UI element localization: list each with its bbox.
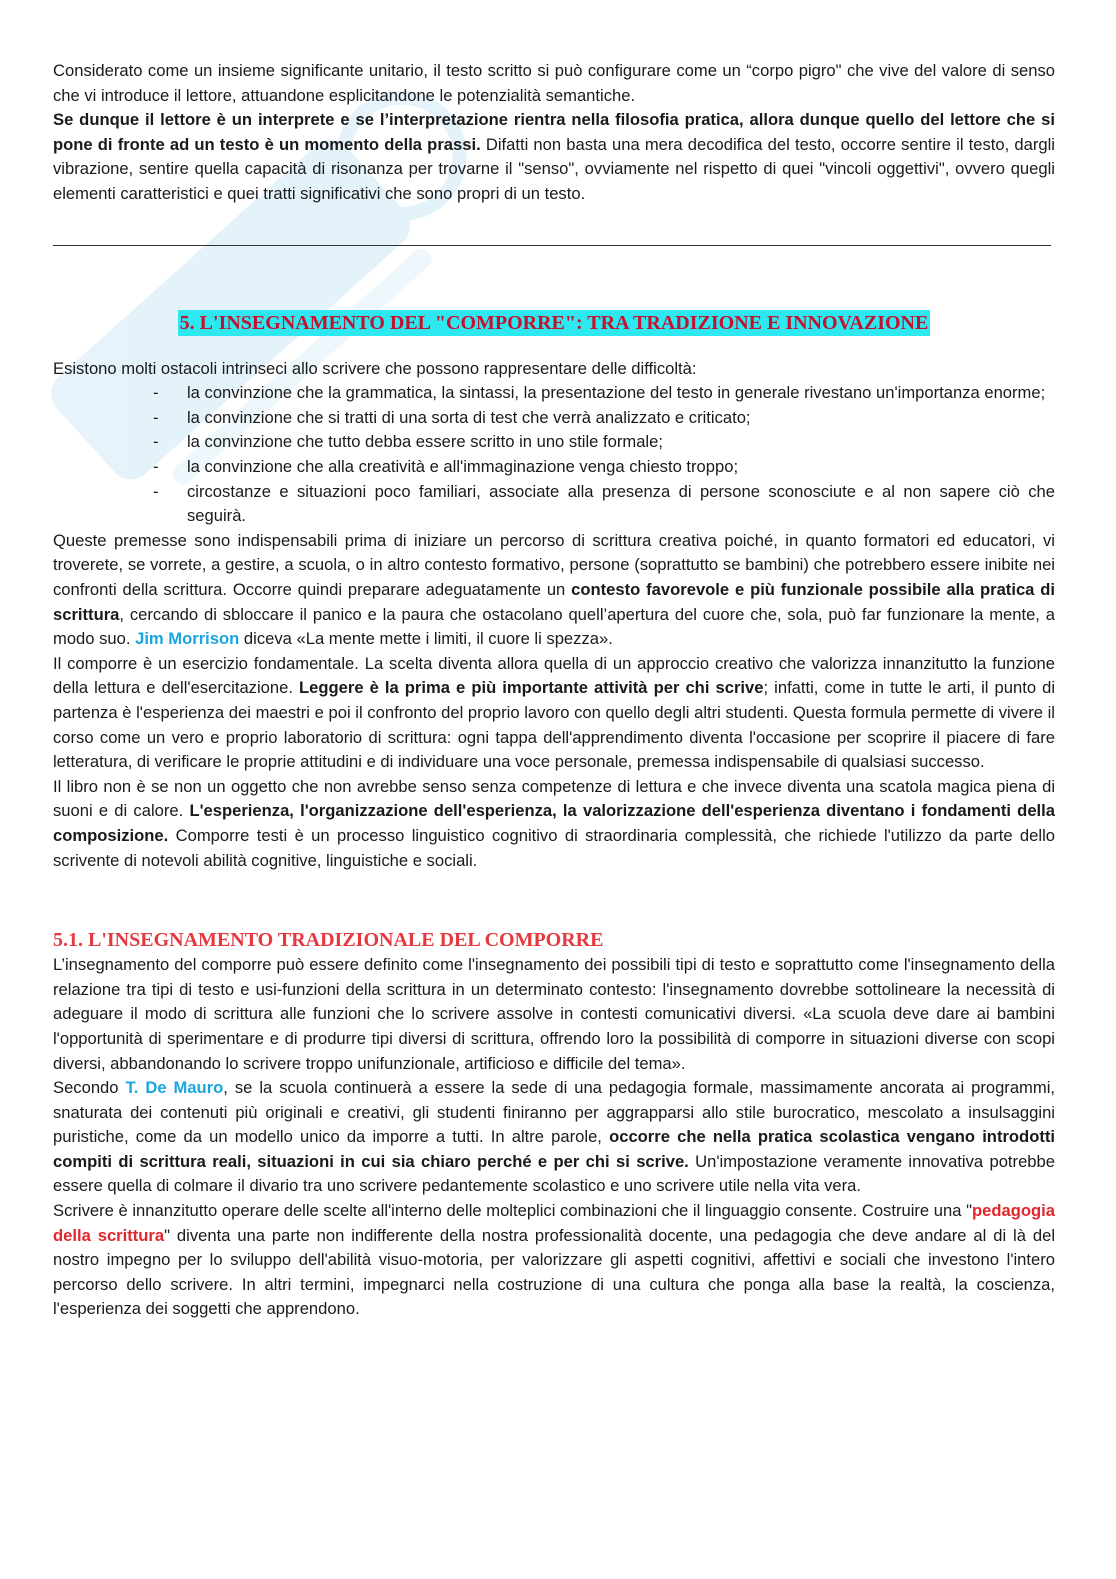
section-5-1-paragraph-2	[53, 1076, 1055, 1199]
section-5-1-paragraph-3	[53, 1199, 1055, 1322]
paragraph-text: Un'impostazione veramente innovativa potrebbe essere quella di colmare il divario tra uno scrivere pedantemente scolastico e uno scrivere utile nella vita vera.	[53, 1151, 1055, 1196]
section-5-heading: 5. L'INSEGNAMENTO DEL "COMPORRE": TRA TRADIZIONE E INNOVAZIONE	[179, 312, 929, 335]
bold-phrase: contesto favorevole e più funzionale possibile alla pratica di scrittura	[53, 580, 1055, 624]
list-item	[153, 455, 1055, 480]
intro-paragraph-1: Considerato come un insieme significante unitario, il testo scritto si può configurare come un “corpo pigro" che vive del valore di senso che vi introduce il lettore, attuandone esplicitandone le potenzialità semantiche.	[53, 61, 1055, 105]
author-name-jim-morrison: Jim Morrison	[135, 629, 240, 649]
author-name-de-mauro: T. De Mauro	[125, 1078, 224, 1098]
list-item-text: la convinzione che si tratti di una sorta di test che verrà analizzato e criticato;	[187, 407, 751, 427]
bold-phrase: Leggere è la prima e più importante attività per chi scrive	[299, 678, 764, 698]
horizontal-divider	[53, 245, 1051, 247]
intro-paragraph-2-text: Difatti non basta una mera decodifica del testo, occorre sentire il testo, dargli vibrazione, sentire quella capacità di risonanza per trovarne il "senso", ovviamente nel rispetto di quei "vincoli oggettivi", ovvero quegli elementi caratteristici e quei tratti significativi che sono propri di un testo.	[53, 134, 1055, 203]
paragraph-text: Comporre testi è un processo linguistico cognitivo di straordinaria complessità, che richiede l'utilizzo da parte dello scrivente di notevoli abilità cognitive, linguistiche e sociali.	[53, 825, 1055, 870]
section-5-heading-wrapper	[53, 310, 1055, 337]
section-5-paragraph-3	[53, 775, 1055, 873]
bullet-dash: -	[153, 457, 159, 477]
list-item-text: la convinzione che alla creatività e all'immaginazione venga chiesto troppo;	[187, 457, 739, 477]
paragraph-text: Il comporre è un esercizio fondamentale. La scelta diventa allora quella di un approccio creativo che valorizza innanzitutto la funzione della lettura e dell'esercitazione.	[53, 653, 1055, 698]
section-5-1-paragraph-1: L’insegnamento del comporre può essere definito come l'insegnamento dei possibili tipi di testo e soprattutto come l'insegnamento della relazione tra tipi di testo e usi-funzioni della scrittura in un determinato contesto: l'insegnamento dovrebbe sottolineare la necessità di adeguare il modo di scrittura alle funzioni che lo scrivere assolve in contesti comunicativi diversi. «La scuola deve dare ai bambini l'opportunità di sperimentare e di produrre tipi diversi di scrittura, offrendo loro la possibilità di comporre in situazioni diverse con scopi diversi, abbandonando lo scrivere troppo unifunzionale, artificioso e difficile del tema».	[53, 955, 1055, 1073]
bullet-dash: -	[153, 432, 159, 452]
bold-phrase: L'esperienza, l'organizzazione dell'esperienza, la valorizzazione dell'esperienza diventano i fondamenti della composizione.	[53, 801, 1055, 845]
section-5-intro: Esistono molti ostacoli intrinseci allo scrivere che possono rappresentare delle difficoltà:	[53, 358, 697, 378]
list-item-text: circostanze e situazioni poco familiari, associate alla presenza di persone sconosciute e al non sapere ciò che seguirà.	[187, 481, 1055, 526]
list-item	[153, 480, 1055, 529]
paragraph-text: Il libro non è se non un oggetto che non avrebbe senso senza competenze di lettura e che invece diventa una scatola magica piena di suoni e di calore.	[53, 776, 1055, 821]
page-content	[53, 59, 1055, 1322]
intro-bold-statement: Se dunque il lettore è un interprete e se l’interpretazione rientra nella filosofia pratica, allora dunque quello del lettore che si pone di fronte ad un testo è un momento della prassi.	[53, 110, 1055, 154]
paragraph-text: diceva «La mente mette i limiti, il cuore li spezza».	[239, 629, 613, 649]
intro-paragraph-2	[53, 108, 1055, 206]
paragraph-text: " diventa una parte non indifferente della nostra professionalità docente, una pedagogia che deve andare al di là del nostro impegno per lo sviluppo dell'abilità visuo-motoria, per valorizzare gli aspetti cognitivi, affettivi e sociali che investono l'intero percorso dello scrivere. In altri termini, impegnarci nella costruzione di una cultura che ponga alla base la realtà, la coscienza, l'esperienza dei soggetti che apprendono.	[53, 1225, 1056, 1319]
section-5-paragraph-1	[53, 529, 1055, 652]
highlight-pedagogia-della-scrittura: pedagogia della scrittura	[53, 1201, 1055, 1245]
bold-phrase: occorre che nella pratica scolastica vengano introdotti compiti di scrittura reali, situazioni in cui sia chiaro perché e per chi si scrive.	[53, 1127, 1055, 1171]
paragraph-text: , se la scuola continuerà a essere la sede di una pedagogia formale, massimamente ancorata ai programmi, snaturata dei contenuti più originali e creativi, gli studenti finiranno per aggrapparsi allo stile burocratico, mescolato a insulsaggini puristiche, come da un modello unico da imporre a tutti. In altre parole,	[53, 1078, 1056, 1147]
list-item	[153, 406, 1055, 431]
paragraph-text: ; infatti, come in tutte le arti, il punto di partenza è l'esperienza dei maestri e poi il confronto del proprio lavoro con quello degli altri studenti. Questa formula permette di vivere il corso come un vero e proprio laboratorio di scrittura: ogni tappa dell'apprendimento diventa l'occasione per scoprire il piacere di fare letteratura, di verificare le proprie attitudini e di individuare una voce personale, premessa indispensabile di qualsiasi successo.	[53, 678, 1056, 772]
section-5-paragraph-2	[53, 652, 1055, 775]
list-item	[153, 430, 1055, 455]
list-item-text: la convinzione che la grammatica, la sintassi, la presentazione del testo in generale rivestano un'importanza enorme;	[187, 383, 1046, 403]
paragraph-text: Queste premesse sono indispensabili prima di iniziare un percorso di scrittura creativa poiché, in quanto formatori ed educatori, vi troverete, se vorrete, a gestire, a scuola, o in altro contesto formativo, persone (soprattutto se bambini) che potrebbero essere inibite nei confronti della scrittura. Occorre quindi preparare adeguatamente un	[53, 530, 1055, 599]
list-item	[153, 381, 1055, 406]
paragraph-text: Scrivere è innanzitutto operare delle scelte all'interno delle molteplici combinazioni che il linguaggio consente. Costruire una "	[53, 1201, 973, 1221]
bullet-dash: -	[153, 407, 159, 427]
paragraph-text: , cercando di sbloccare il panico e la paura che ostacolano quell’apertura del cuore che, sola, può far funzionare la mente, a modo suo.	[53, 604, 1055, 649]
bullet-dash: -	[153, 481, 159, 501]
list-item-text: la convinzione che tutto debba essere scritto in uno stile formale;	[187, 432, 663, 452]
obstacles-list	[53, 381, 1055, 529]
paragraph-text: Secondo	[53, 1078, 126, 1098]
section-5-1-heading: 5.1. L'INSEGNAMENTO TRADIZIONALE DEL COMPORRE	[53, 929, 604, 952]
bullet-dash: -	[153, 383, 159, 403]
